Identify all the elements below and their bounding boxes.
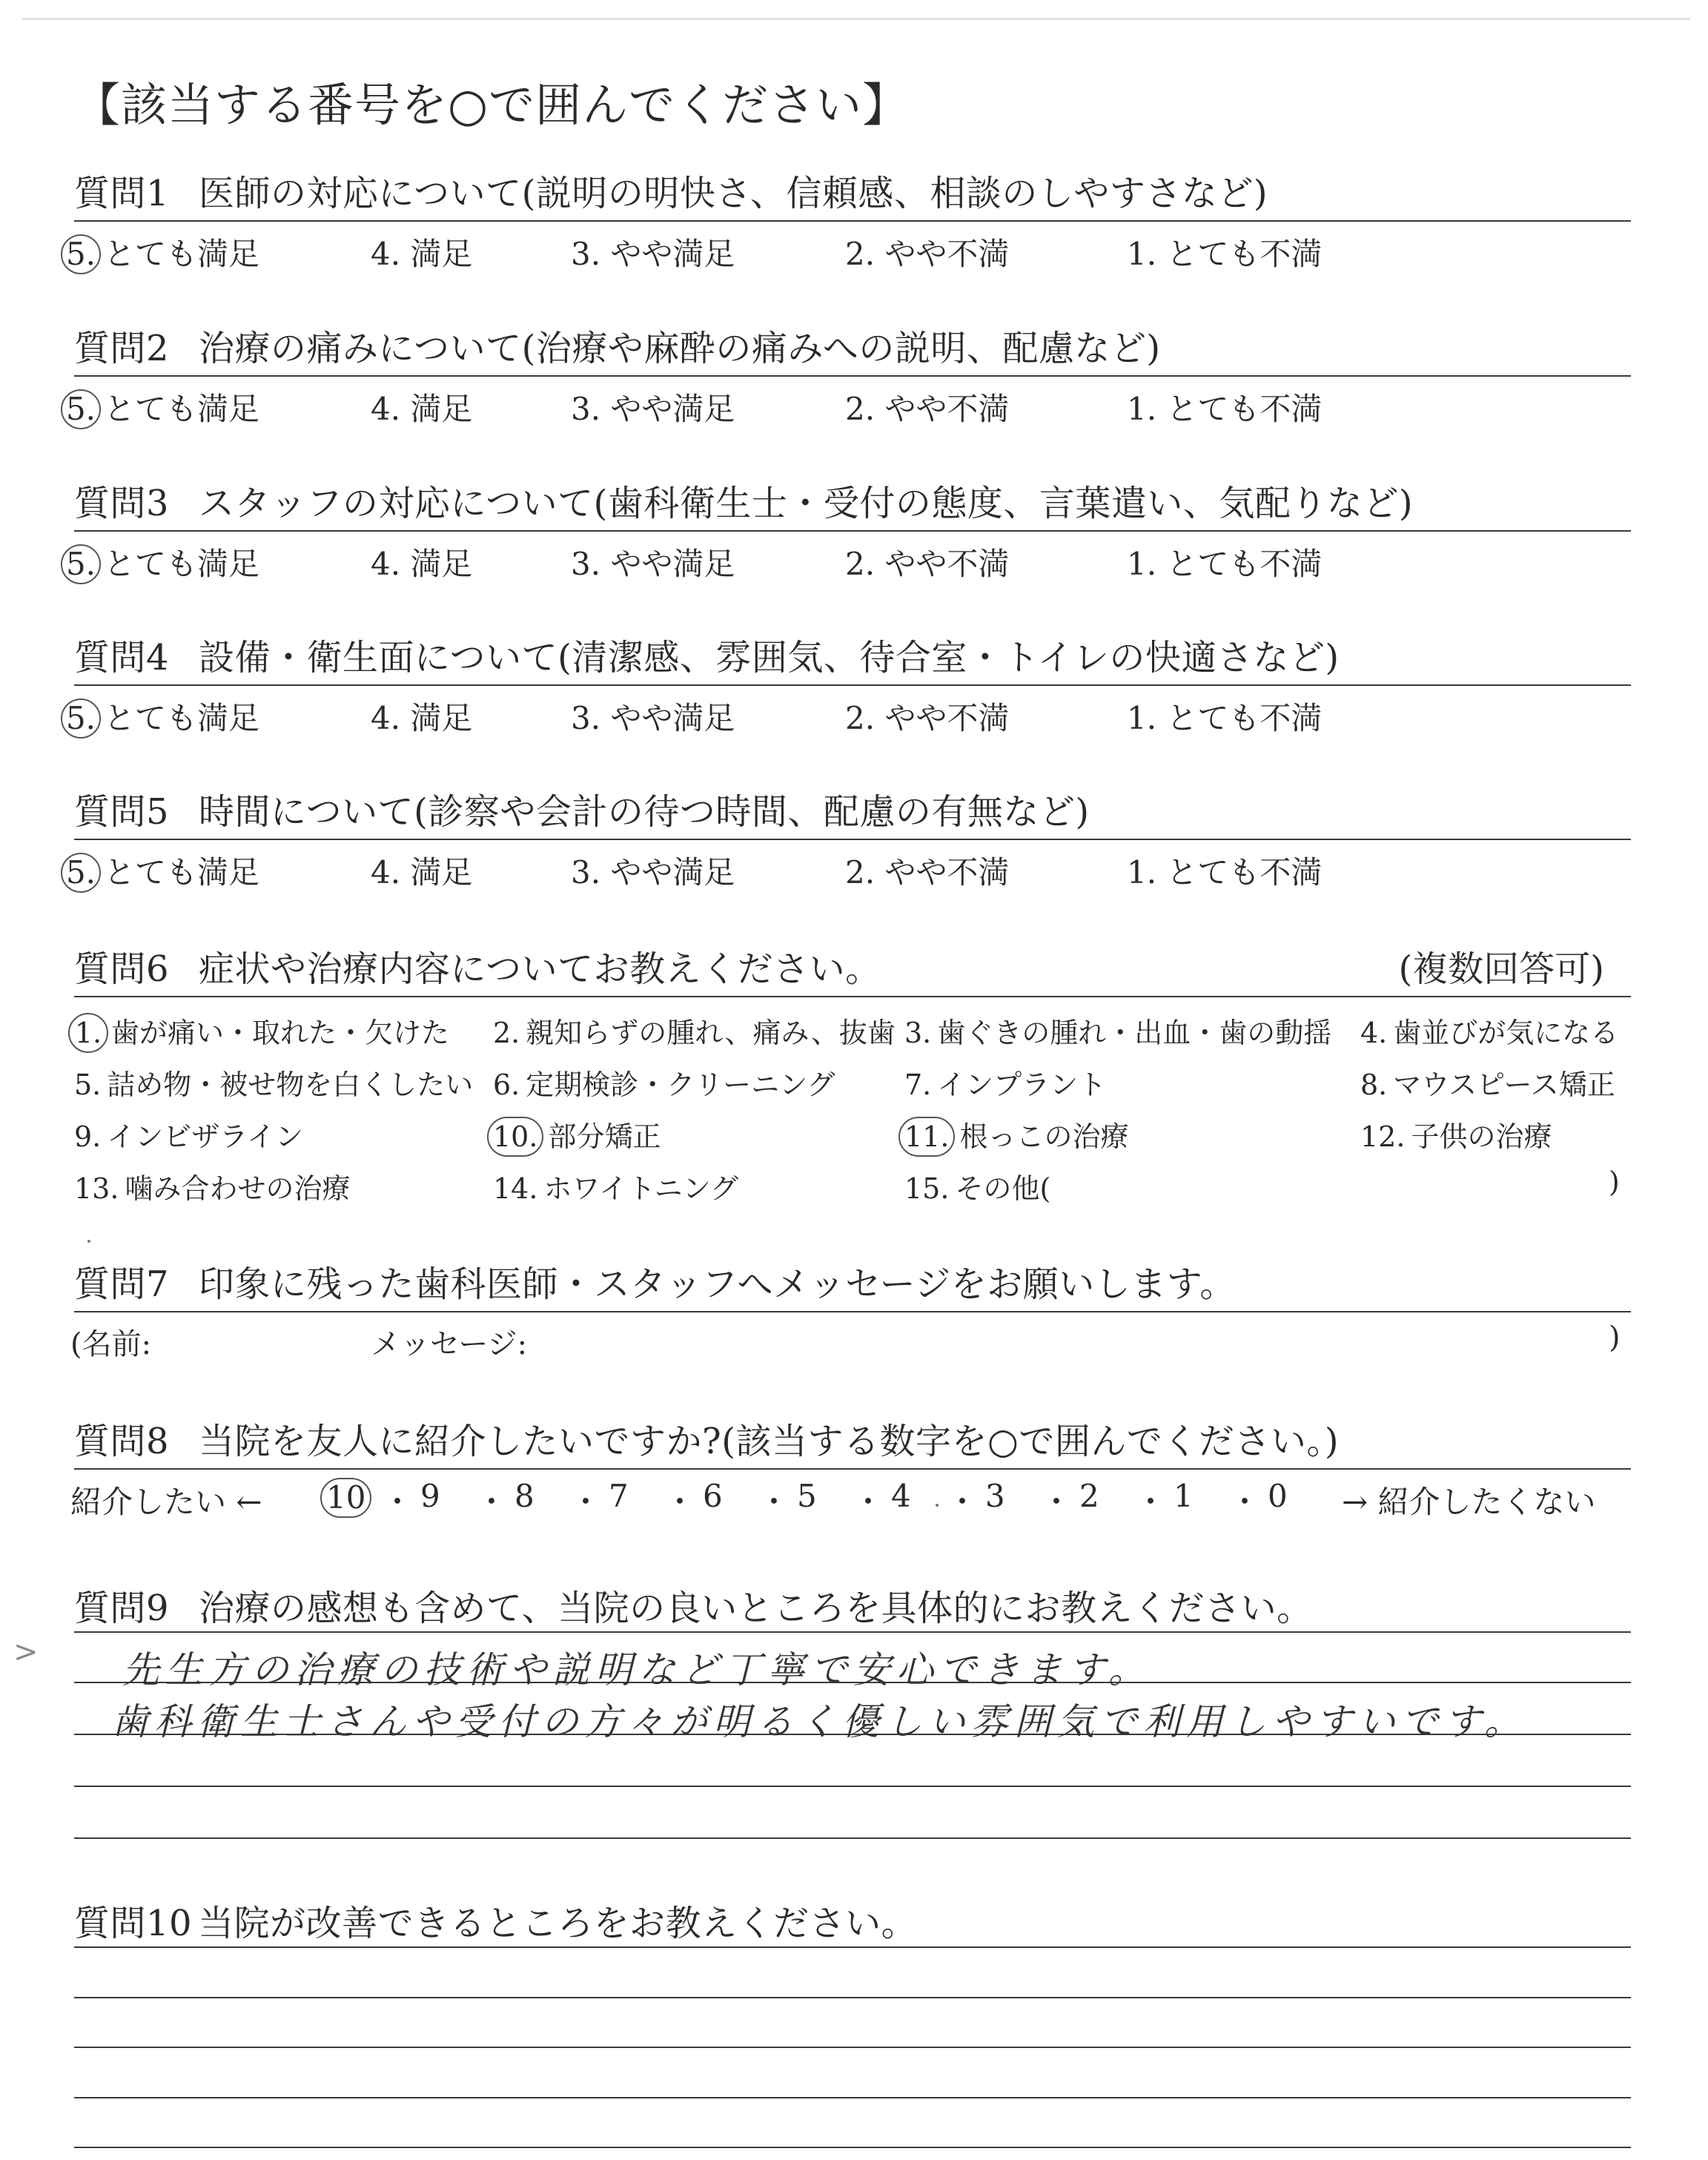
scan-speck bbox=[87, 1240, 90, 1243]
rating-option-label: 1. とても不満 bbox=[1127, 391, 1323, 427]
question-rule bbox=[74, 1468, 1631, 1470]
treatment-option[interactable] bbox=[493, 1010, 896, 1051]
recommend-scale-value[interactable] bbox=[1174, 1478, 1194, 1514]
treatment-option-label: 根っこの治療 bbox=[959, 1120, 1129, 1153]
rating-option-label: とても満足 bbox=[104, 391, 260, 427]
rating-option[interactable] bbox=[845, 385, 1009, 429]
question-text: 治療の痛みについて(治療や麻酔の痛みへの説明、配慮など) bbox=[199, 328, 1161, 369]
treatment-option[interactable] bbox=[74, 1010, 449, 1053]
selected-circle: 1. bbox=[68, 1013, 108, 1053]
question-number: 質問9 bbox=[74, 1588, 170, 1629]
recommend-scale-value[interactable] bbox=[891, 1478, 911, 1514]
scale-separator-dot: ・ bbox=[947, 1484, 979, 1520]
recommend-scale-value[interactable] bbox=[1268, 1478, 1288, 1514]
question-text: 印象に残った歯科医師・スタッフへメッセージをお願いします。 bbox=[199, 1264, 1236, 1305]
scale-separator-dot: ・ bbox=[1229, 1484, 1261, 1520]
answer-line[interactable] bbox=[74, 2047, 1631, 2048]
rating-option-label: 1. とても不満 bbox=[1127, 700, 1323, 736]
recommend-scale-value[interactable] bbox=[609, 1478, 629, 1514]
treatment-option-label: 詰め物・被せ物を白くしたい bbox=[107, 1069, 474, 1101]
treatment-option[interactable] bbox=[493, 1062, 835, 1103]
rating-option-label: 3. やや満足 bbox=[571, 236, 735, 272]
selected-circle: 5. bbox=[61, 389, 101, 429]
scale-separator-dot: ・ bbox=[476, 1484, 508, 1520]
recommend-scale-number: 0 bbox=[1268, 1478, 1288, 1514]
rating-option-label: 4. 満足 bbox=[371, 546, 473, 582]
question-rule bbox=[74, 996, 1631, 997]
rating-option-label: 1. とても不満 bbox=[1127, 546, 1323, 582]
question-number: 質問6 bbox=[74, 948, 170, 990]
selected-circle: 5. bbox=[61, 544, 101, 584]
treatment-option[interactable] bbox=[74, 1166, 350, 1206]
question-heading bbox=[74, 940, 881, 991]
scale-separator-dot: ・ bbox=[853, 1484, 884, 1520]
rating-option[interactable] bbox=[845, 540, 1009, 584]
rating-option-label: 3. やや満足 bbox=[571, 700, 735, 736]
recommend-scale-number: 1 bbox=[1174, 1478, 1194, 1514]
question-text: 治療の感想も含めて、当院の良いところを具体的にお教えください。 bbox=[199, 1588, 1313, 1629]
question-heading bbox=[74, 475, 1413, 526]
rating-option[interactable] bbox=[571, 694, 735, 739]
treatment-option-label: 歯ぐきの腫れ・出血・歯の動揺 bbox=[937, 1017, 1332, 1049]
answer-line[interactable] bbox=[74, 1997, 1631, 1998]
handwritten-answer: 歯科衛生士さんや受付の方々が明るく優しい雰囲気で利用しやすいです。 bbox=[111, 1700, 1527, 1743]
selected-circle: 10 bbox=[320, 1478, 371, 1518]
treatment-option-number: 13. bbox=[74, 1172, 119, 1205]
rating-option[interactable] bbox=[67, 385, 259, 429]
question-heading bbox=[74, 320, 1161, 371]
selected-circle: 11. bbox=[898, 1117, 955, 1157]
treatment-option-label: 部分矯正 bbox=[548, 1120, 661, 1153]
rating-option-label: 2. やや不満 bbox=[845, 854, 1010, 891]
scale-separator-dot: ・ bbox=[382, 1484, 414, 1520]
question-text: 時間について(診察や会計の待つ時間、配慮の有無など) bbox=[199, 791, 1090, 833]
rating-option[interactable] bbox=[845, 848, 1009, 893]
question-number: 質問2 bbox=[74, 328, 170, 369]
treatment-option-number: 5. bbox=[74, 1069, 102, 1101]
answer-line[interactable] bbox=[74, 1631, 1631, 1633]
answer-line[interactable] bbox=[74, 1786, 1631, 1787]
scale-separator-dot: ・ bbox=[758, 1484, 790, 1520]
multiple-answer-note: (複数回答可) bbox=[1398, 948, 1604, 990]
treatment-option-label: その他( bbox=[955, 1172, 1051, 1205]
question-heading bbox=[74, 1579, 1313, 1631]
rating-option[interactable] bbox=[845, 694, 1009, 739]
recommend-scale-value[interactable] bbox=[514, 1478, 534, 1514]
scan-speck bbox=[936, 1504, 939, 1507]
treatment-option-number: 14. bbox=[493, 1172, 538, 1205]
treatment-option-label: インプラント bbox=[937, 1069, 1107, 1101]
treatment-option-number: 7. bbox=[904, 1069, 932, 1101]
recommend-scale-number: 4 bbox=[891, 1478, 911, 1514]
question-text: スタッフの対応について(歯科衛生士・受付の態度、言葉遣い、気配りなど) bbox=[199, 483, 1414, 524]
question-number: 質問7 bbox=[74, 1264, 170, 1305]
question-text: 設備・衛生面について(清潔感、雰囲気、待合室・トイレの快適さなど) bbox=[199, 637, 1340, 678]
question-number: 質問8 bbox=[74, 1421, 170, 1462]
message-close-paren: ) bbox=[1609, 1321, 1621, 1355]
treatment-option[interactable] bbox=[904, 1062, 1106, 1103]
scale-separator-dot: ・ bbox=[1041, 1484, 1073, 1520]
treatment-option[interactable] bbox=[74, 1062, 473, 1103]
treatment-option[interactable] bbox=[74, 1114, 303, 1155]
treatment-option-label: 親知らずの腫れ、痛み、抜歯 bbox=[526, 1017, 896, 1049]
treatment-option-label: ホワイトニング bbox=[543, 1172, 739, 1205]
question-number: 質問5 bbox=[74, 791, 170, 833]
treatment-option[interactable] bbox=[493, 1166, 738, 1206]
rating-option[interactable] bbox=[571, 540, 735, 584]
rating-option[interactable] bbox=[371, 230, 472, 274]
question-number: 質問4 bbox=[74, 637, 170, 678]
question-text: 当院を友人に紹介したいですか?(該当する数字を○で囲んでください。) bbox=[199, 1421, 1340, 1462]
recommend-scale-value[interactable] bbox=[1079, 1478, 1099, 1514]
rating-option[interactable] bbox=[67, 694, 259, 739]
name-field[interactable]: (名前: bbox=[70, 1327, 152, 1361]
rating-option-label: とても満足 bbox=[104, 854, 260, 891]
rating-option[interactable] bbox=[371, 694, 472, 739]
rating-option-label: 4. 満足 bbox=[371, 700, 473, 736]
treatment-option-number: 8. bbox=[1360, 1069, 1388, 1101]
rating-option-label: 3. やや満足 bbox=[571, 391, 735, 427]
rating-option-label: とても満足 bbox=[104, 700, 260, 736]
rating-option[interactable] bbox=[1127, 385, 1322, 429]
recommend-scale-value[interactable] bbox=[985, 1478, 1005, 1514]
answer-line[interactable] bbox=[74, 2097, 1631, 2098]
rating-option[interactable] bbox=[571, 230, 735, 274]
rating-option[interactable] bbox=[1127, 230, 1322, 274]
question-heading bbox=[74, 165, 1268, 216]
treatment-option-label: 定期検診・クリーニング bbox=[526, 1069, 835, 1101]
scale-separator-dot: ・ bbox=[664, 1484, 696, 1520]
question-heading bbox=[74, 783, 1090, 834]
treatment-option-label: 歯が痛い・取れた・欠けた bbox=[111, 1017, 450, 1049]
rating-option-label: 1. とても不満 bbox=[1127, 236, 1323, 272]
treatment-option-number: 4. bbox=[1360, 1017, 1388, 1049]
treatment-option-label: 子供の治療 bbox=[1411, 1120, 1552, 1153]
rating-option[interactable] bbox=[67, 230, 259, 274]
treatment-option-number: 12. bbox=[1360, 1120, 1406, 1153]
rating-option-label: 3. やや満足 bbox=[571, 854, 735, 891]
answer-line[interactable] bbox=[74, 2147, 1631, 2148]
question-rule bbox=[74, 530, 1631, 532]
treatment-option[interactable] bbox=[1360, 1010, 1618, 1051]
selected-circle: 5. bbox=[61, 234, 101, 274]
rating-option[interactable] bbox=[1127, 694, 1322, 739]
recommend-scale-value[interactable] bbox=[703, 1478, 723, 1514]
question-text: 当院が改善できるところをお教えください。 bbox=[198, 1903, 918, 1944]
rating-option-label: 2. やや不満 bbox=[845, 700, 1010, 736]
question-rule bbox=[74, 220, 1631, 222]
treatment-option-label: マウスピース矯正 bbox=[1393, 1069, 1615, 1101]
treatment-option[interactable] bbox=[904, 1114, 1128, 1157]
recommend-scale-value[interactable] bbox=[797, 1478, 817, 1514]
treatment-option-label: 噛み合わせの治療 bbox=[125, 1172, 351, 1205]
answer-line[interactable] bbox=[74, 1946, 1631, 1948]
margin-arrow-icon: > bbox=[13, 1635, 39, 1669]
treatment-option[interactable] bbox=[493, 1114, 661, 1157]
recommend-right-label: → 紹介したくない bbox=[1342, 1484, 1596, 1520]
rating-option[interactable] bbox=[845, 230, 1009, 274]
selected-circle: 5. bbox=[61, 698, 101, 739]
question-heading bbox=[74, 1255, 1236, 1307]
question-number: 質問3 bbox=[74, 483, 170, 524]
treatment-option[interactable] bbox=[1360, 1062, 1615, 1103]
question-text: 症状や治療内容についてお教えください。 bbox=[199, 948, 881, 990]
rating-option[interactable] bbox=[571, 848, 735, 893]
question-rule bbox=[74, 1311, 1631, 1312]
rating-option-label: 4. 満足 bbox=[371, 854, 473, 891]
selected-circle: 10. bbox=[487, 1117, 543, 1157]
treatment-option-label: 歯並びが気になる bbox=[1393, 1017, 1619, 1049]
rating-option[interactable] bbox=[371, 540, 472, 584]
question-heading bbox=[74, 1895, 917, 1946]
page-title: 【該当する番号を○で囲んでください】 bbox=[74, 78, 910, 132]
rating-option[interactable] bbox=[1127, 848, 1322, 893]
rating-option-label: とても満足 bbox=[104, 236, 260, 272]
rating-option-label: 3. やや満足 bbox=[571, 546, 735, 582]
rating-option[interactable] bbox=[67, 540, 259, 584]
rating-option[interactable] bbox=[371, 385, 472, 429]
top-border bbox=[22, 18, 1690, 20]
treatment-option-number: 9. bbox=[74, 1120, 102, 1153]
rating-option-label: 2. やや不満 bbox=[845, 236, 1010, 272]
question-rule bbox=[74, 684, 1631, 686]
recommend-left-label: 紹介したい ← bbox=[70, 1484, 262, 1520]
question-text: 医師の対応について(説明の明快さ、信頼感、相談のしやすさなど) bbox=[199, 173, 1268, 214]
recommend-scale-number: 2 bbox=[1079, 1478, 1099, 1514]
rating-option[interactable] bbox=[1127, 540, 1322, 584]
recommend-scale-number: 3 bbox=[985, 1478, 1005, 1514]
scale-separator-dot: ・ bbox=[570, 1484, 602, 1520]
rating-option-label: 2. やや不満 bbox=[845, 391, 1010, 427]
treatment-option-number: 15. bbox=[904, 1172, 950, 1205]
recommend-scale-number: 7 bbox=[609, 1478, 629, 1514]
treatment-option[interactable] bbox=[904, 1166, 1050, 1206]
question-number: 質問1 bbox=[74, 173, 170, 214]
rating-option[interactable] bbox=[67, 848, 259, 893]
treatment-option-label: インビザライン bbox=[107, 1120, 304, 1153]
scale-separator-dot: ・ bbox=[1135, 1484, 1167, 1520]
question-rule bbox=[74, 375, 1631, 377]
handwritten-answer: 先生方の治療の技術や説明など丁寧で安心できます。 bbox=[122, 1648, 1151, 1691]
question-rule bbox=[74, 839, 1631, 840]
rating-option-label: 4. 満足 bbox=[371, 236, 473, 272]
treatment-option-number: 3. bbox=[904, 1017, 932, 1049]
question-heading bbox=[74, 1413, 1339, 1464]
rating-option-label: とても満足 bbox=[104, 546, 260, 582]
recommend-scale-value[interactable] bbox=[420, 1478, 440, 1514]
treatment-option-number: 6. bbox=[493, 1069, 520, 1101]
recommend-scale-value[interactable] bbox=[326, 1478, 376, 1518]
treatment-option[interactable] bbox=[1360, 1114, 1552, 1155]
recommend-scale-number: 9 bbox=[420, 1478, 440, 1514]
rating-option-label: 1. とても不満 bbox=[1127, 854, 1323, 891]
question-heading bbox=[74, 629, 1340, 680]
other-close-paren: ) bbox=[1609, 1166, 1620, 1198]
rating-option[interactable] bbox=[371, 848, 472, 893]
treatment-option-number: 2. bbox=[493, 1017, 520, 1049]
rating-option-label: 4. 満足 bbox=[371, 391, 473, 427]
recommend-scale-number: 5 bbox=[797, 1478, 817, 1514]
answer-line[interactable] bbox=[74, 1837, 1631, 1839]
recommend-scale-number: 6 bbox=[703, 1478, 723, 1514]
rating-option-label: 2. やや不満 bbox=[845, 546, 1010, 582]
message-field[interactable]: メッセージ: bbox=[371, 1327, 528, 1361]
recommend-scale-number: 8 bbox=[514, 1478, 534, 1514]
treatment-option[interactable] bbox=[904, 1010, 1331, 1051]
question-number: 質問10 bbox=[74, 1903, 193, 1944]
selected-circle: 5. bbox=[61, 853, 101, 893]
rating-option[interactable] bbox=[571, 385, 735, 429]
